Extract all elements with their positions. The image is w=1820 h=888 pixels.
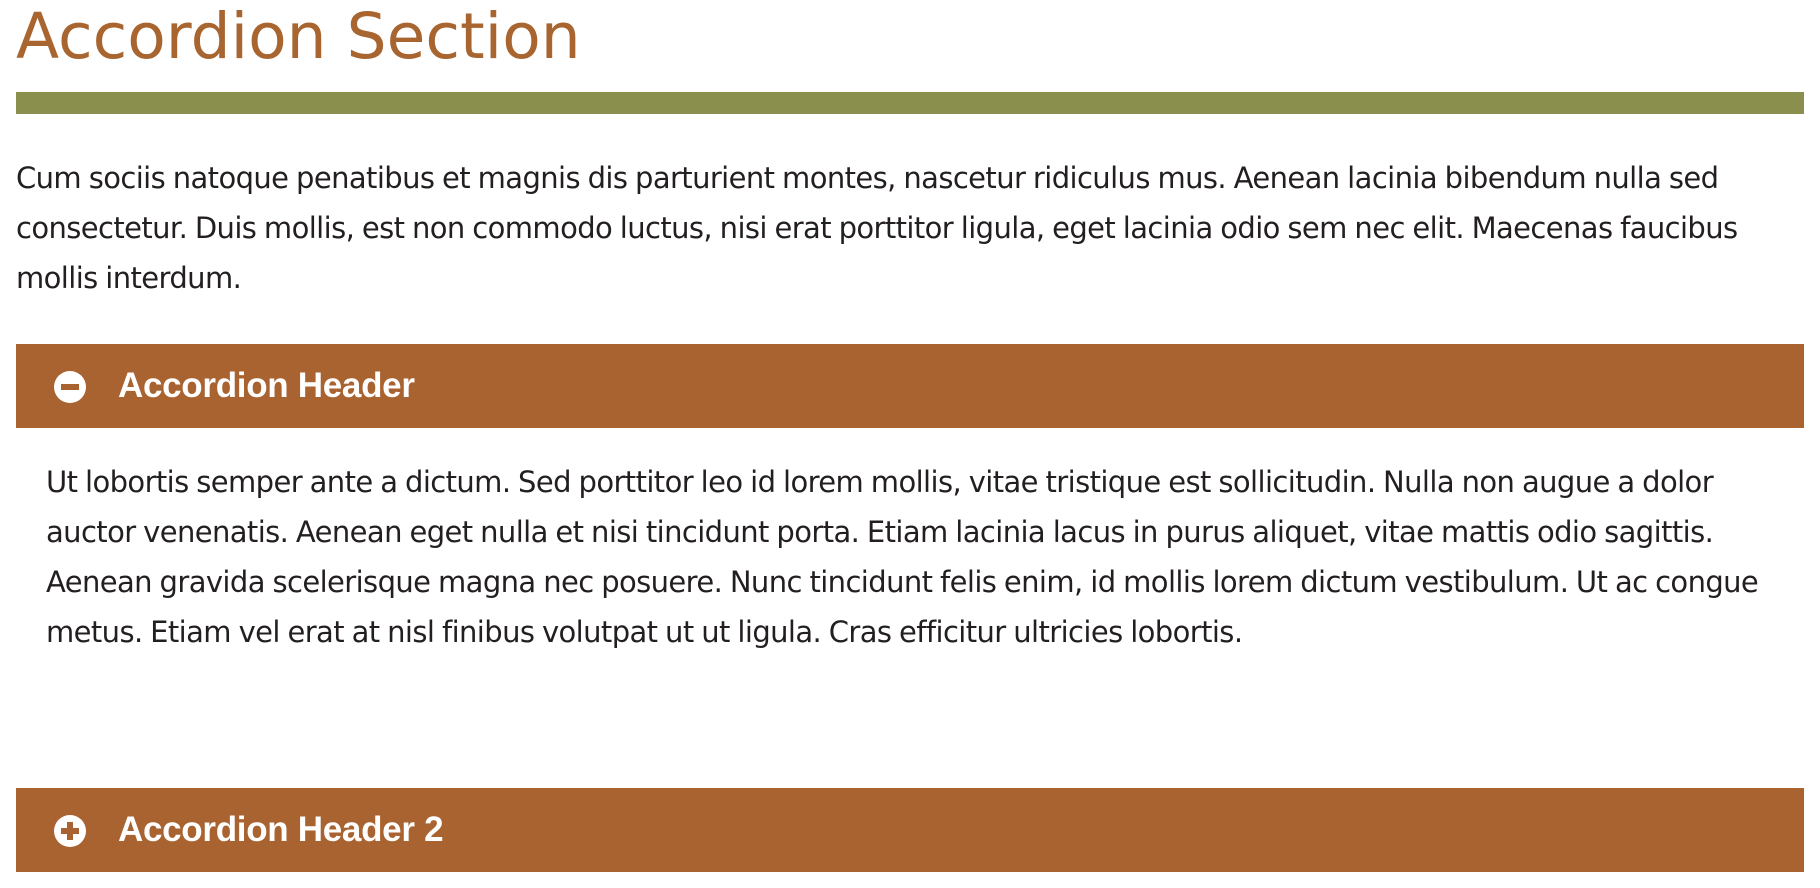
minus-circle-icon [54, 371, 86, 403]
accordion-header-1-label: Accordion Header [118, 366, 415, 405]
title-divider [16, 92, 1804, 114]
intro-paragraph: Cum sociis natoque penatibus et magnis dis parturient montes, nascetur ridiculus mus. Aenean lacinia bibendum nulla sed consectetur. Duis mollis, est non commodo luctus, nisi erat porttitor ligula, eget lacinia odio sem nec elit. Maecenas faucibus mollis interdum. [16, 161, 1738, 295]
accordion-header-2-label: Accordion Header 2 [118, 810, 444, 849]
page-title: Accordion Section [16, 0, 581, 73]
accordion-header-1[interactable] [16, 344, 1804, 428]
plus-circle-icon [54, 815, 86, 847]
accordion-panel-1: Ut lobortis semper ante a dictum. Sed porttitor leo id lorem mollis, vitae tristique est sollicitudin. Nulla non augue a dolor auctor venenatis. Aenean eget nulla et nisi tincidunt porta. Etiam lacinia lacus in purus aliquet, vitae mattis odio sagittis. Aenean gravida scelerisque magna nec posuere. Nunc tincidunt felis enim, id mollis lorem dictum vestibulum. Ut ac congue metus. Etiam vel erat at nisl finibus volutpat ut ut ligula. Cras efficitur ultricies lobortis. [46, 465, 1759, 649]
accordion-header-2[interactable] [16, 788, 1804, 872]
